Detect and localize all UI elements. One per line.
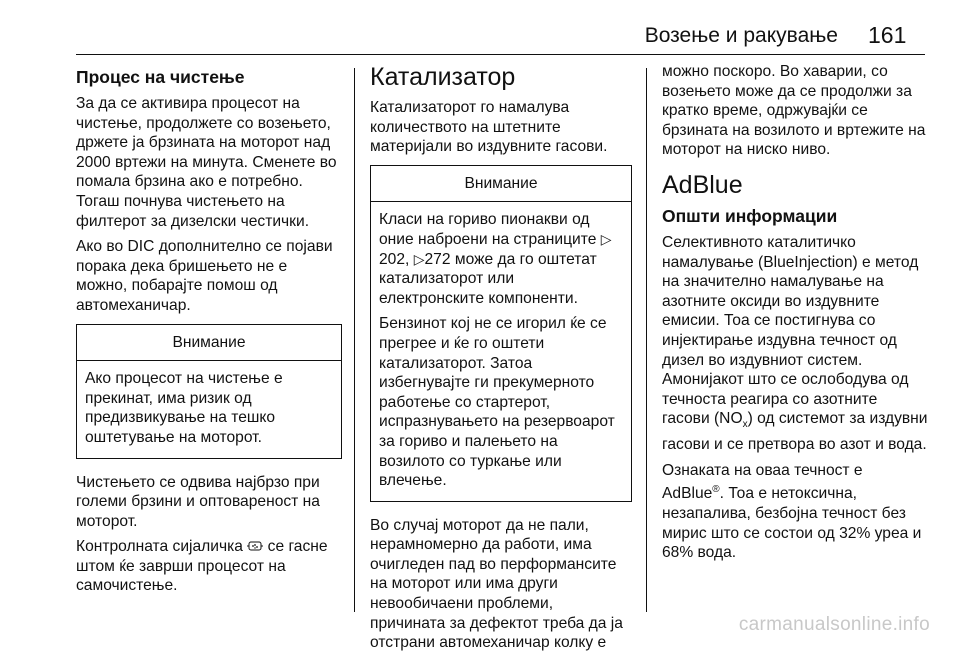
paragraph: [662, 461, 928, 563]
running-header-title: Возење и ракување: [644, 24, 838, 47]
text-run: . Тоа е нетоксична, незапалива, безбојна течност без мирис што се состои од 32% уреа и 68% вода.: [662, 485, 922, 562]
page-link-272[interactable]: 272: [424, 250, 451, 268]
paragraph: Во случај моторот да не пали, нерамномерно да работи, има очигледен пад во перформансите на моторот или има други невообичаени проблеми, причината за дефектот треба да ја отстрани автомеханичар колку е: [370, 516, 623, 652]
paragraph: За да се активира процесот на чистење, продолжете со возењето, држете ја брзината на моторот над 2000 вртежи на минута. Сменете во помала брзина ако е потребно. Тогаш почнува чистењето на филтерот за дизелски честички.: [76, 95, 337, 230]
text-run: може да го оштетат катализаторот или електронските компоненти.: [379, 250, 597, 307]
paragraph: Ако во DIC дополнително се појави порака дека бришењето не е можно, побарајте помош од автомеханичар.: [76, 238, 333, 314]
header-rule: [76, 54, 925, 55]
registered-mark: ®: [712, 484, 720, 496]
text-run: Класи на гориво пионакви од оние наброени на страниците: [379, 211, 597, 248]
text-run: Селективното каталитичко намалување (BlueInjection) е метод на значително намалување на азотните оксиди во издувните емисии. Тоа се постигнува со инјектирање издувна течност од дизел во издувниот систем. Амонијакот што се ослободува од течноста реагира со азотните гасови (NO: [662, 233, 919, 428]
paragraph: можно поскоро. Во хаварии, со возењето може да се продолжи за кратко време, одржувајќи се брзината на возилото и вртежите на моторот на ниско ниво.: [662, 63, 926, 159]
page-reference-arrow-icon: ▷: [600, 230, 612, 247]
caution-box: [370, 165, 632, 502]
subheading-general-information: Општи информации: [662, 205, 838, 226]
caution-box-title: Внимание: [77, 325, 341, 362]
column-1: [76, 62, 342, 602]
text-run: ) од системот за издувни гасови и се претвора во азот и вода.: [662, 410, 928, 454]
section-heading-catalytic-converter: Катализатор: [370, 63, 516, 91]
paragraph: [662, 233, 928, 455]
column-3: [662, 62, 928, 569]
paragraph: Катализаторот го намалува количеството на штетните материјали во издувните гасови.: [370, 99, 608, 156]
column-divider-right: [646, 68, 647, 612]
paragraph: [76, 537, 342, 596]
text-run: Контролната сијаличка: [76, 538, 243, 556]
column-2: [370, 62, 632, 659]
caution-text: Ако процесот на чистење е прекинат, има ризик од предизвикување на тешко оштетување на моторот.: [85, 370, 283, 446]
subscript-x: x: [742, 419, 748, 431]
caution-text: Класи на гориво пионакви од оние наброени на страниците ▷202, ▷272 може да го оштетат катализаторот или електронските компоненти.: [379, 211, 612, 307]
diesel-particulate-filter-icon: [247, 537, 263, 557]
column-divider-left: [354, 68, 355, 612]
watermark: carmanualsonline.info: [738, 614, 930, 635]
section-heading-adblue: AdBlue: [662, 170, 743, 199]
caution-box: [76, 324, 342, 459]
page-link-202[interactable]: 202: [379, 250, 406, 268]
text-run: се гасне штом ќе заврши процесот на самочистење.: [76, 538, 328, 595]
caution-text: Бензинот кој не се игорил ќе се прегрее и ќе го оштети катализаторот. Затоа избегнувајте ги прекумерното работење со стартерот, испразнувањето на резервоарот за гориво и палењето на возилото со туркање или влечење.: [379, 315, 615, 490]
section-heading-cleaning-process: Процес на чистење: [76, 67, 245, 87]
caution-box-title: Внимание: [371, 166, 631, 203]
text-run: Ознаката на оваа течност е AdBlue: [662, 461, 863, 503]
caution-box-body: [77, 361, 341, 457]
paragraph: Чистењето се одвива најбрзо при големи брзини и оптовареност на моторот.: [76, 473, 320, 530]
page-number: 161: [868, 22, 907, 48]
caution-box-body: [371, 202, 631, 500]
page-reference-arrow-icon: ▷: [413, 250, 425, 267]
